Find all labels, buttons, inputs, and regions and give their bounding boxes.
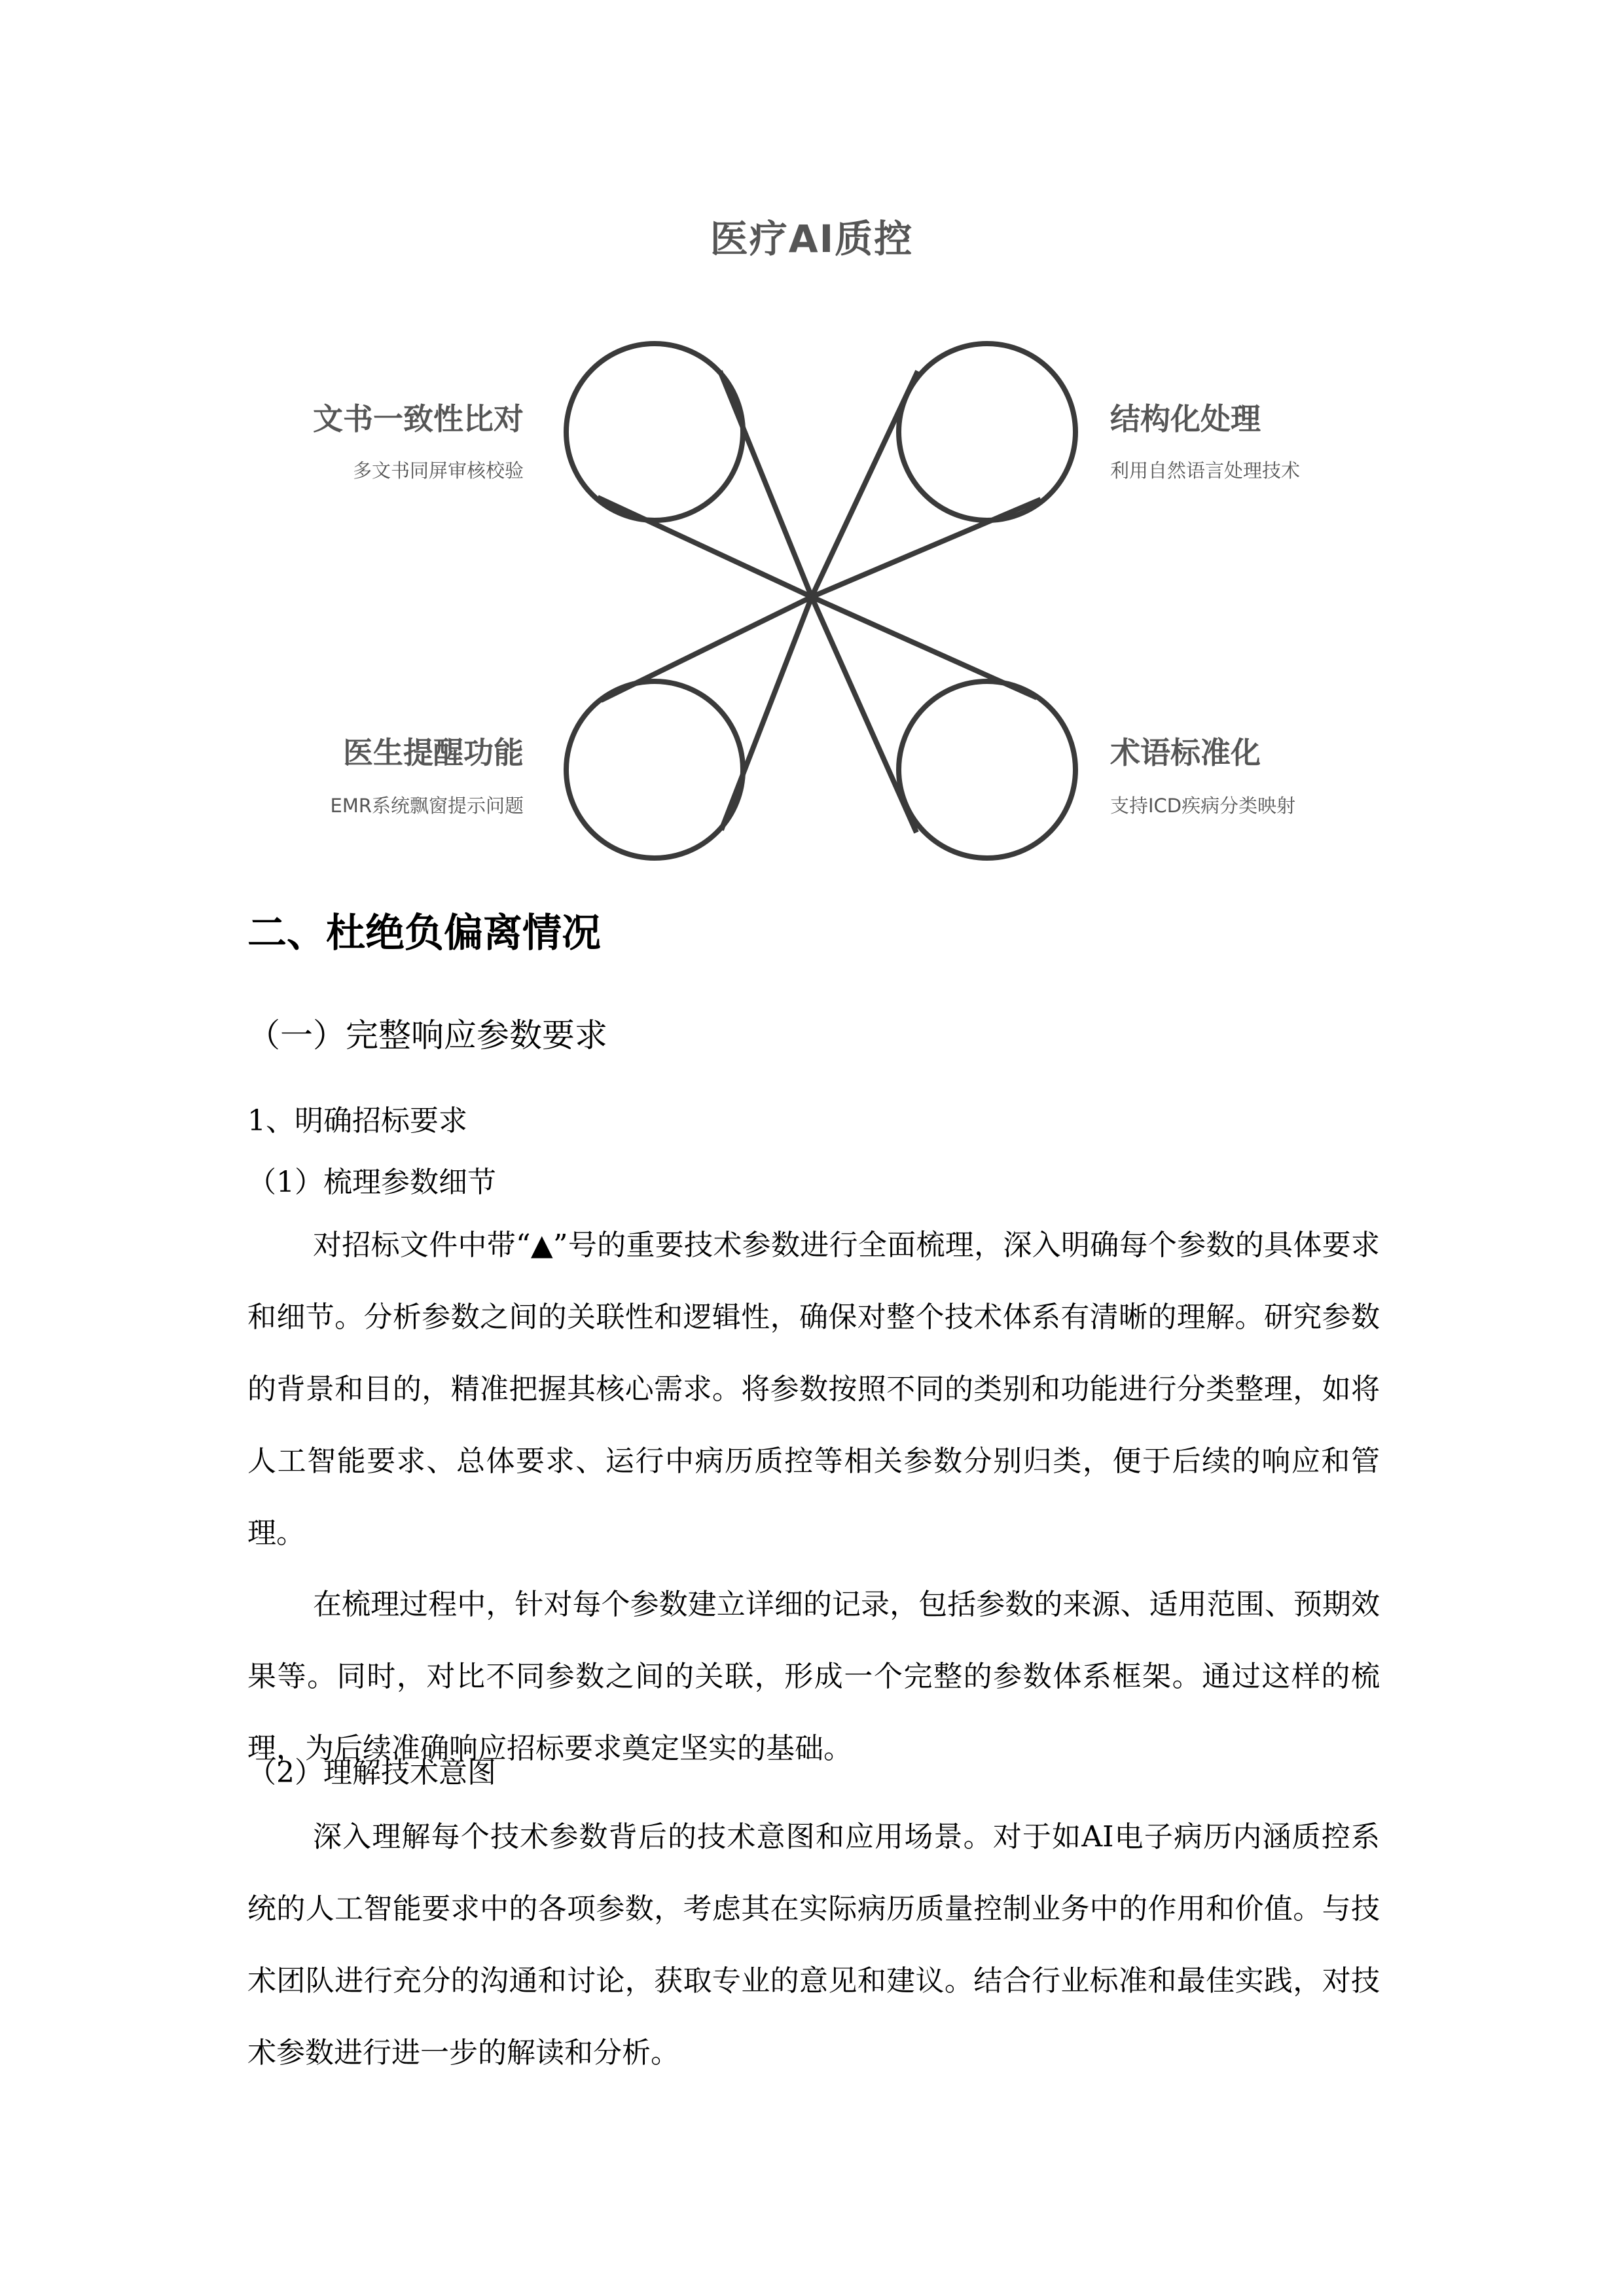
- paragraph-3: 深入理解每个技术参数背后的技术意图和应用场景。对于如AI电子病历内涵质控系统的人工智能要求中的各项参数，考虑其在实际病历质量控制业务中的作用和价值。与技术团队进行充分的沟通和讨论，获取专业的意见和建议。结合行业标准和最佳实践，对技术参数进行进一步的解读和分析。: [247, 1820, 1380, 2070]
- loop-bottom-left: [566, 681, 743, 858]
- sub-item-heading-2: （2）理解技术意图: [247, 1756, 496, 1789]
- node-label-structured-processing: 结构化处理: [1110, 401, 1261, 437]
- paragraph-2: 在梳理过程中，针对每个参数建立详细的记录，包括参数的来源、适用范围、预期效果等。同时，对比不同参数之间的关联，形成一个完整的参数体系框架。通过这样的梳理，为后续准确响应招标要求奠定坚实的基础。: [247, 1588, 1380, 1765]
- section-sub-heading: （一）完整响应参数要求: [247, 1016, 607, 1054]
- loop-top-right: [899, 344, 1075, 520]
- section-heading: 二、杜绝负偏离情况: [247, 910, 601, 956]
- node-sub-doctor-reminder: EMR系统飘窗提示问题: [330, 795, 524, 817]
- node-sub-structured-processing: 利用自然语言处理技术: [1110, 459, 1301, 482]
- node-label-document-consistency: 文书一致性比对: [313, 401, 524, 437]
- loop-bottom-right: [899, 681, 1075, 858]
- diagram-title: 医疗AI质控: [710, 217, 914, 261]
- node-label-doctor-reminder: 医生提醒功能: [343, 735, 524, 770]
- node-sub-document-consistency: 多文书同屏审核校验: [352, 459, 524, 482]
- ai-qc-diagram: [0, 0, 1624, 903]
- paragraph-1: 对招标文件中带“▲”号的重要技术参数进行全面梳理，深入明确每个参数的具体要求和细节。分析参数之间的关联性和逻辑性，确保对整个技术体系有清晰的理解。研究参数的背景和目的，精准把握其核心需求。将参数按照不同的类别和功能进行分类整理，如将人工智能要求、总体要求、运行中病历质控等相关参数分别归类，便于后续的响应和管理。: [247, 1229, 1380, 1550]
- node-label-terminology-standardization: 术语标准化: [1110, 735, 1261, 770]
- item-heading-1: 1、明确招标要求: [247, 1104, 467, 1138]
- loop-top-left: [566, 344, 743, 520]
- sub-item-heading-1: （1）梳理参数细节: [247, 1166, 496, 1199]
- node-sub-terminology-standardization: 支持ICD疾病分类映射: [1110, 795, 1296, 817]
- butterfly-diagram-graphic: [0, 0, 1624, 903]
